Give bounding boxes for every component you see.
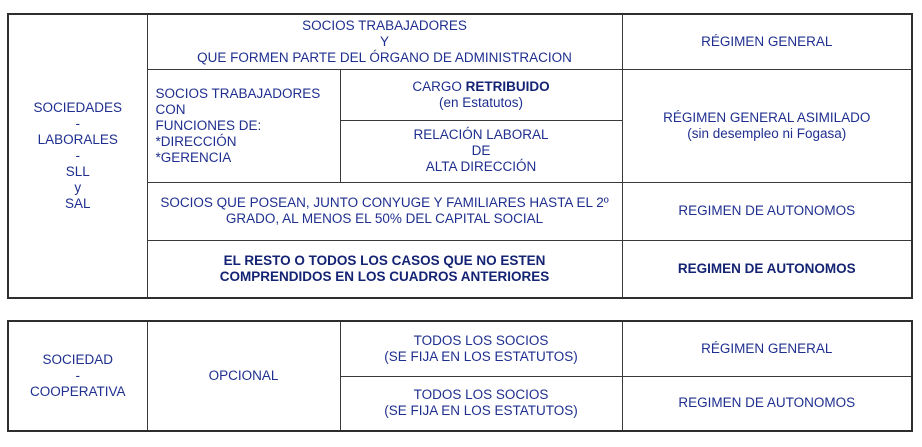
- regime-note: (sin desempleo ni Fogasa): [687, 125, 847, 141]
- entity-line: y: [74, 180, 82, 195]
- todos-socios-cell: [340, 376, 622, 431]
- functions-cell: [147, 69, 340, 182]
- text-line: CON: [155, 101, 186, 117]
- cargo-bold: RETRIBUIDO: [465, 78, 550, 94]
- relacion-laboral-cell: [340, 120, 622, 182]
- regime-cell: REGIMEN DE AUTONOMOS: [622, 240, 912, 298]
- entity-line: -: [75, 116, 80, 131]
- entity-line: SOCIEDAD: [42, 352, 113, 367]
- entity-line: -: [75, 148, 80, 163]
- text-line: FUNCIONES DE:: [155, 117, 262, 133]
- cargo-label: [347, 79, 616, 95]
- text-line: RELACIÓN LABORAL: [413, 127, 549, 142]
- entity-line: SOCIEDADES: [33, 100, 123, 115]
- sociedad-cooperativa-table: [7, 320, 913, 432]
- text-line: EL RESTO O TODOS LOS CASOS QUE NO ESTEN: [223, 252, 546, 268]
- text-line: DE: [471, 143, 491, 158]
- text-line: SOCIOS TRABAJADORES: [155, 85, 321, 101]
- text-line: SOCIOS QUE POSEAN, JUNTO CONYUGE Y FAMILIARES HASTA EL 2º: [160, 195, 609, 210]
- option-cell: OPCIONAL: [147, 321, 340, 431]
- cargo-prefix: CARGO: [412, 78, 466, 94]
- entity-line: SAL: [64, 196, 91, 211]
- entity-line: LABORALES: [37, 132, 118, 147]
- text-line: TODOS LOS SOCIOS: [413, 332, 549, 348]
- entity-line: COOPERATIVA: [29, 384, 126, 399]
- entity-cell: [8, 14, 147, 298]
- text-line: GRADO, AL MENOS EL 50% DEL CAPITAL SOCIAL: [225, 211, 544, 226]
- regime-cell: REGIMEN DE AUTONOMOS: [622, 376, 912, 431]
- text-line: SOCIOS TRABAJADORES: [302, 17, 467, 33]
- todos-socios-cell: [340, 321, 622, 376]
- text-line: TODOS LOS SOCIOS: [413, 387, 549, 403]
- text-line: QUE FORMEN PARTE DEL ÓRGANO DE ADMINISTRACION: [197, 49, 572, 65]
- regime-asimilado-cell: [622, 69, 912, 182]
- regime-cell: RÉGIMEN GENERAL: [622, 321, 912, 376]
- entity-line: -: [75, 368, 80, 383]
- text-line: ALTA DIRECCIÓN: [425, 159, 537, 174]
- text-line: (SE FIJA EN LOS ESTATUTOS): [384, 348, 578, 364]
- resto-casos-cell: [147, 240, 622, 298]
- text-line: Y: [380, 33, 390, 49]
- regime-cell: REGIMEN DE AUTONOMOS: [622, 182, 912, 240]
- text-line: (SE FIJA EN LOS ESTATUTOS): [384, 403, 578, 419]
- text-line: COMPRENDIDOS EN LOS CUADROS ANTERIORES: [219, 268, 550, 284]
- text-line: *DIRECCIÓN: [155, 133, 237, 149]
- sociedades-laborales-table: [7, 13, 913, 299]
- regime-label: RÉGIMEN GENERAL ASIMILADO: [663, 109, 871, 125]
- text-line: *GERENCIA: [155, 149, 232, 165]
- cargo-note: (en Estatutos): [438, 94, 524, 110]
- entity-line: SLL: [65, 164, 90, 179]
- entity-cell: [8, 321, 147, 431]
- cargo-retribuido-cell: [340, 69, 622, 120]
- regime-cell: RÉGIMEN GENERAL: [622, 14, 912, 69]
- socios-organo-cell: [147, 14, 622, 69]
- socios-capital-cell: [147, 182, 622, 240]
